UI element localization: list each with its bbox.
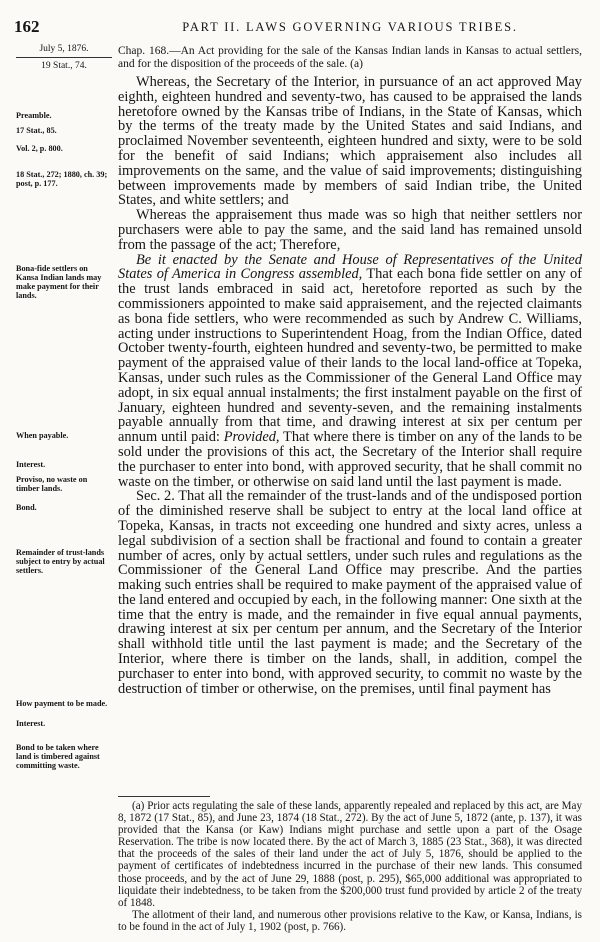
margin-note-proviso: Proviso, no waste on timber lands.: [16, 475, 88, 493]
paragraph-whereas-1: Whereas, the Secretary of the Interior, in pursuance of an act approved May eighth, eighteen hundred and seventy-two, has caused to be appraised the lands heretofore owned by the Kansas tribe of Indians, in the State of Kansas, which by the terms of the treaty made by the United States and said Indians, and proclaimed November seventeenth, eighteen hundred and sixty, were to be sold for the benefit of said Indians; which appraisement also includes all improvements on the same, and the value of said improvements; distinguishing between improvements made by members of said Indian tribe, the United States, and white settlers; and: [118, 74, 582, 209]
section-1-text-a: That each bona fide settler on any of the trust lands embraced in said act, heretofore reported as such by the commissioners appointed to make said appraisement, and the rejected claimants as bona fide settlers, who were recommended as such by Andrew C. Williams, acting under instructions to Superintendent Hoag, from the Indian Office, dated October twenty-fourth, eighteen hundred and seventy-two, be permitted to make payment of the appraised value of their lands to the local land-office at Topeka, Kansas, under such rules as the Commissioner of the General Land Office may adopt, in six equal annual instalments; the first instalment payable on the first of January, eighteen hundred and seventy-seven, and the remaining instalments payable annually from that time, and drawing interest at six per centum per annum until paid:: [118, 266, 582, 446]
paragraph-whereas-2: Whereas the appraisement thus made was so high that neither settlers nor purchasers were able to pay the same, and the said land has remained unsold from the passage of the act; Therefore,: [118, 207, 582, 253]
act-date: July 5, 1876.: [39, 44, 89, 54]
margin-note-preamble: Preamble.: [16, 111, 52, 120]
margin-note-bond-timber: Bond to be taken where land is timbered against committing waste.: [16, 743, 100, 770]
main-text: [118, 75, 582, 696]
margin-note-bond: Bond.: [16, 503, 37, 512]
margin-note-interest: Interest.: [16, 460, 46, 469]
margin-note-stat18: 18 Stat., 272; 1880, ch. 39; post, p. 177.: [16, 170, 108, 188]
running-title: PART II. LAWS GOVERNING VARIOUS TRIBES.: [182, 20, 518, 34]
enacting-clause: Be it enacted by the Senate and House of Representatives of the United States of America in Congress assembled,: [118, 251, 582, 283]
margin-note-interest-2: Interest.: [16, 719, 46, 728]
page-number: 162: [14, 17, 40, 36]
margin-note-how-payment: How payment to be made.: [16, 699, 108, 708]
paragraph-section-1: [118, 253, 582, 490]
date-block: [16, 44, 112, 71]
section-1-text-b: That where there is timber on any of the lands to be sold under the provisions of this act, the Secretary of the Interior shall require the purchaser to enter into bond, with approved security, that he shall commit no waste on the timber, or otherwise on said land until the last payment is made.: [118, 429, 583, 490]
margin-note-remainder: Remainder of trust-lands subject to entry by actual settlers.: [16, 548, 105, 575]
page-header: [14, 17, 586, 37]
act-citation: 19 Stat., 74.: [41, 61, 87, 71]
margin-note-bona-fide: Bona-fide settlers on Kansa Indian lands may make payment for their lands.: [16, 264, 102, 300]
footnote: [118, 800, 582, 933]
footnote-paragraph-2: The allotment of their land, and numerous other provisions relative to the Kaw, or Kansa, Indians, is to be found in the act of July 1, 1902 (post, p. 766).: [118, 908, 582, 933]
date-rule: [16, 57, 112, 58]
margin-note-stat17: 17 Stat., 85.: [16, 126, 57, 135]
footnote-paragraph-1: (a) Prior acts regulating the sale of these lands, apparently repealed and replaced by this act, are May 8, 1872 (17 Stat., 85), and June 23, 1874 (18 Stat., 272). By the act of June 5, 1872 (ante, p. 137), it was provided that the Kansa (or Kaw) Indians might purchase and settle upon a part of the Osage Reservation. The tribe is now located there. By the act of March 3, 1885 (23 Stat., 368), it was directed that the proceeds of the sales of their land under the act of July 5, 1876, should be applied to the payment of certificates of indebtedness incurred in the purchase of their new lands. This consumed those proceeds, and by the act of June 29, 1888 (post, p. 295), $65,000 additional was appropriated to liquidate their indebtedness, to be taken from the $200,000 trust fund provided by article 2 of the treaty of 1848.: [118, 800, 582, 909]
paragraph-section-2: Sec. 2. That all the remainder of the trust-lands and of the undisposed portion of the diminished reserve shall be subject to entry at the local land office at Topeka, Kansas, in tracts not exceeding one hundred and sixty acres, unless a legal subdivision of a section shall be fractional and found to contain a greater number of acres, only by actual settlers, under such rules and regulations as the Commissioner of the General Land Office may prescribe. And the parties making such entries shall be required to make payment of the appraised value of the land entered and occupied by each, in the following manner: One sixth at the time that the entry is made, and the remainder in five equal annual payments, drawing interest at six per centum per annum, and the Secretary of the Interior shall withhold title until the last payment is made; and the Secretary of the Interior, where there is timber on the lands, shall, in addition, compel the purchaser to enter into bond, with approved security, to commit no waste by the destruction of timber or otherwise, on the premises, until final payment has: [118, 488, 582, 697]
margin-note-when-payable: When payable.: [16, 431, 69, 440]
footnote-rule: [118, 796, 210, 797]
chapter-heading: Chap. 168.—An Act providing for the sale of the Kansas Indian lands in Kansas to actual settlers, and for the disposition of the proceeds of the sale. (a): [118, 45, 582, 70]
proviso-word: Provided,: [223, 429, 280, 446]
margin-note-vol2: Vol. 2, p. 800.: [16, 144, 63, 153]
